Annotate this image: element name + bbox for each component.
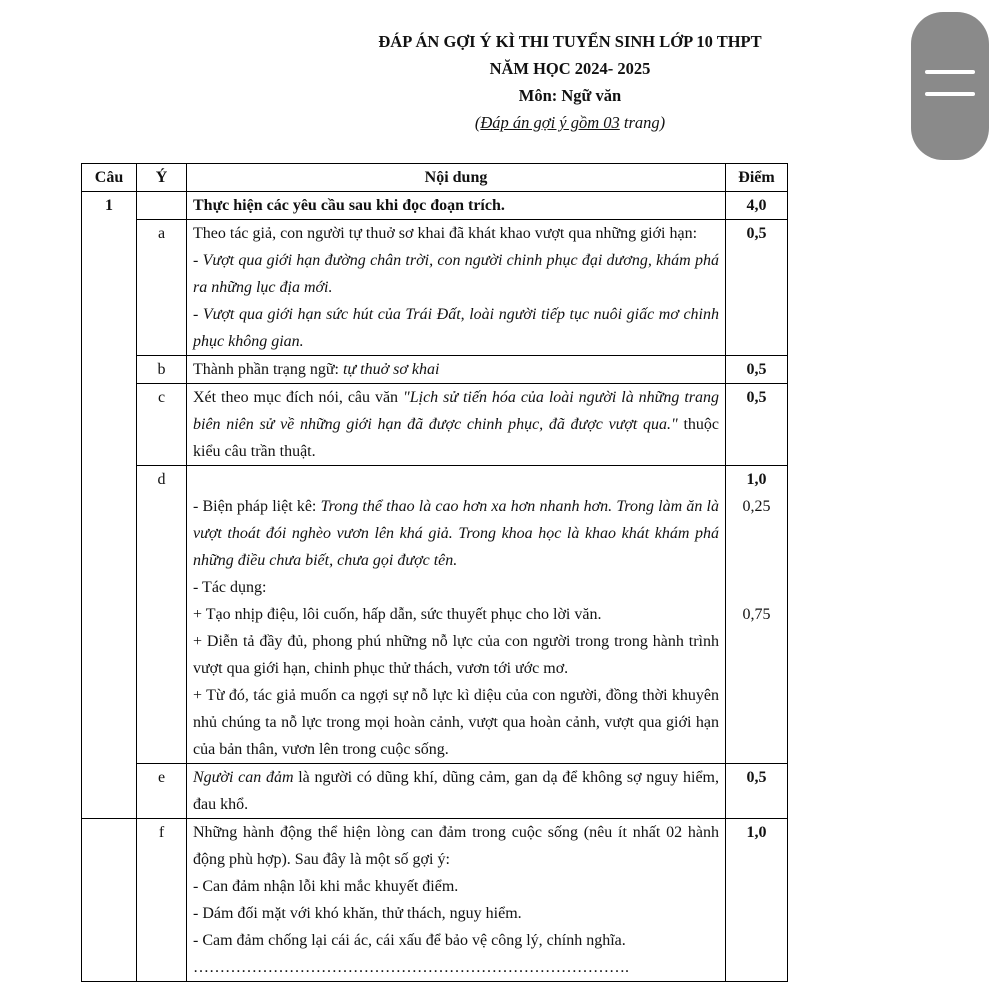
header-diem: Điểm: [726, 164, 788, 192]
table-header-row: [82, 164, 788, 192]
score: 0,5: [726, 356, 788, 384]
score: 4,0: [726, 192, 788, 220]
y-label: e: [137, 764, 187, 819]
answer-content: Thành phần trạng ngữ: tự thuở sơ khai: [187, 356, 726, 384]
table-row: [82, 384, 788, 466]
table-row: [82, 466, 788, 764]
answer-content: - Biện pháp liệt kê: Trong thể thao là cao hơn xa hơn nhanh hơn. Trong làm ăn là vượt thoát đói nghèo vươn lên khá giả. Trong khoa học là khao khát khám phá những điều chưa biết, chưa gọi được tên. - Tác dụng: + Tạo nhịp điệu, lôi cuốn, hấp dẫn, sức thuyết phục cho lời văn. + Diễn tả đầy đủ, phong phú những nỗ lực của con người trong trong hành trình vượt qua giới hạn, chinh phục thử thách, vươn tới ước mơ. + Từ đó, tác giả muốn ca ngợi sự nỗ lực kì diệu của con người, đồng thời khuyên nhủ chúng ta nỗ lực trong mọi hoàn cảnh, vượt qua hoàn cảnh, vượt qua giới hạn của bản thân, vươn lên trong cuộc sống.: [187, 466, 726, 764]
answer-content: Theo tác giả, con người tự thuở sơ khai đã khát khao vượt qua những giới hạn: - Vượt qua giới hạn đường chân trời, con người chinh phục đại dương, khám phá ra những lục địa mới. - Vượt qua giới hạn sức hút của Trái Đất, loài người tiếp tục nuôi giấc mơ chinh phục không gian.: [187, 220, 726, 356]
school-year: NĂM HỌC 2024- 2025: [489, 59, 651, 78]
grip-line-icon: [925, 70, 975, 74]
header-cau: Câu: [82, 164, 137, 192]
y-cell: [137, 192, 187, 220]
table-row: [82, 764, 788, 819]
scroll-handle[interactable]: [911, 12, 989, 160]
header-noi-dung: Nội dung: [187, 164, 726, 192]
question-instruction: Thực hiện các yêu cầu sau khi đọc đoạn trích.: [187, 192, 726, 220]
document-header: [0, 28, 1000, 136]
header-y: Ý: [137, 164, 187, 192]
grip-line-icon: [925, 92, 975, 96]
table-row: [82, 819, 788, 982]
y-label: d: [137, 466, 187, 764]
answer-content: Người can đảm là người có dũng khí, dũng cảm, gan dạ để không sợ nguy hiểm, đau khổ.: [187, 764, 726, 819]
exam-title: ĐÁP ÁN GỢI Ý KÌ THI TUYỂN SINH LỚP 10 THPT: [378, 32, 762, 51]
y-label: c: [137, 384, 187, 466]
table-row: [82, 356, 788, 384]
table-row: [82, 220, 788, 356]
score: 0,5: [726, 764, 788, 819]
score: 0,5: [726, 384, 788, 466]
table-row: [82, 192, 788, 220]
page-count-note: (Đáp án gợi ý gồm 03 trang): [474, 113, 666, 132]
score-breakdown: 1,0 0,25 0,75: [726, 466, 788, 764]
y-label: f: [137, 819, 187, 982]
cau-number: 1: [82, 192, 137, 220]
score: 1,0: [726, 819, 788, 982]
subject: Môn: Ngữ văn: [518, 86, 622, 105]
answer-content: Xét theo mục đích nói, câu văn "Lịch sử tiến hóa của loài người là những trang biên niên sử về những giới hạn đã được chinh phục, đã được vượt qua." thuộc kiểu câu trần thuật.: [187, 384, 726, 466]
answer-content: Những hành động thể hiện lòng can đảm trong cuộc sống (nêu ít nhất 02 hành động phù hợp). Sau đây là một số gợi ý: - Can đảm nhận lỗi khi mắc khuyết điểm. - Dám đối mặt với khó khăn, thử thách, nguy hiểm. - Cam đảm chống lại cái ác, cái xấu để bảo vệ công lý, chính nghĩa. ……………………………………………………………………….: [187, 819, 726, 982]
y-label: b: [137, 356, 187, 384]
y-label: a: [137, 220, 187, 356]
answer-table: [81, 163, 788, 982]
score: 0,5: [726, 220, 788, 356]
